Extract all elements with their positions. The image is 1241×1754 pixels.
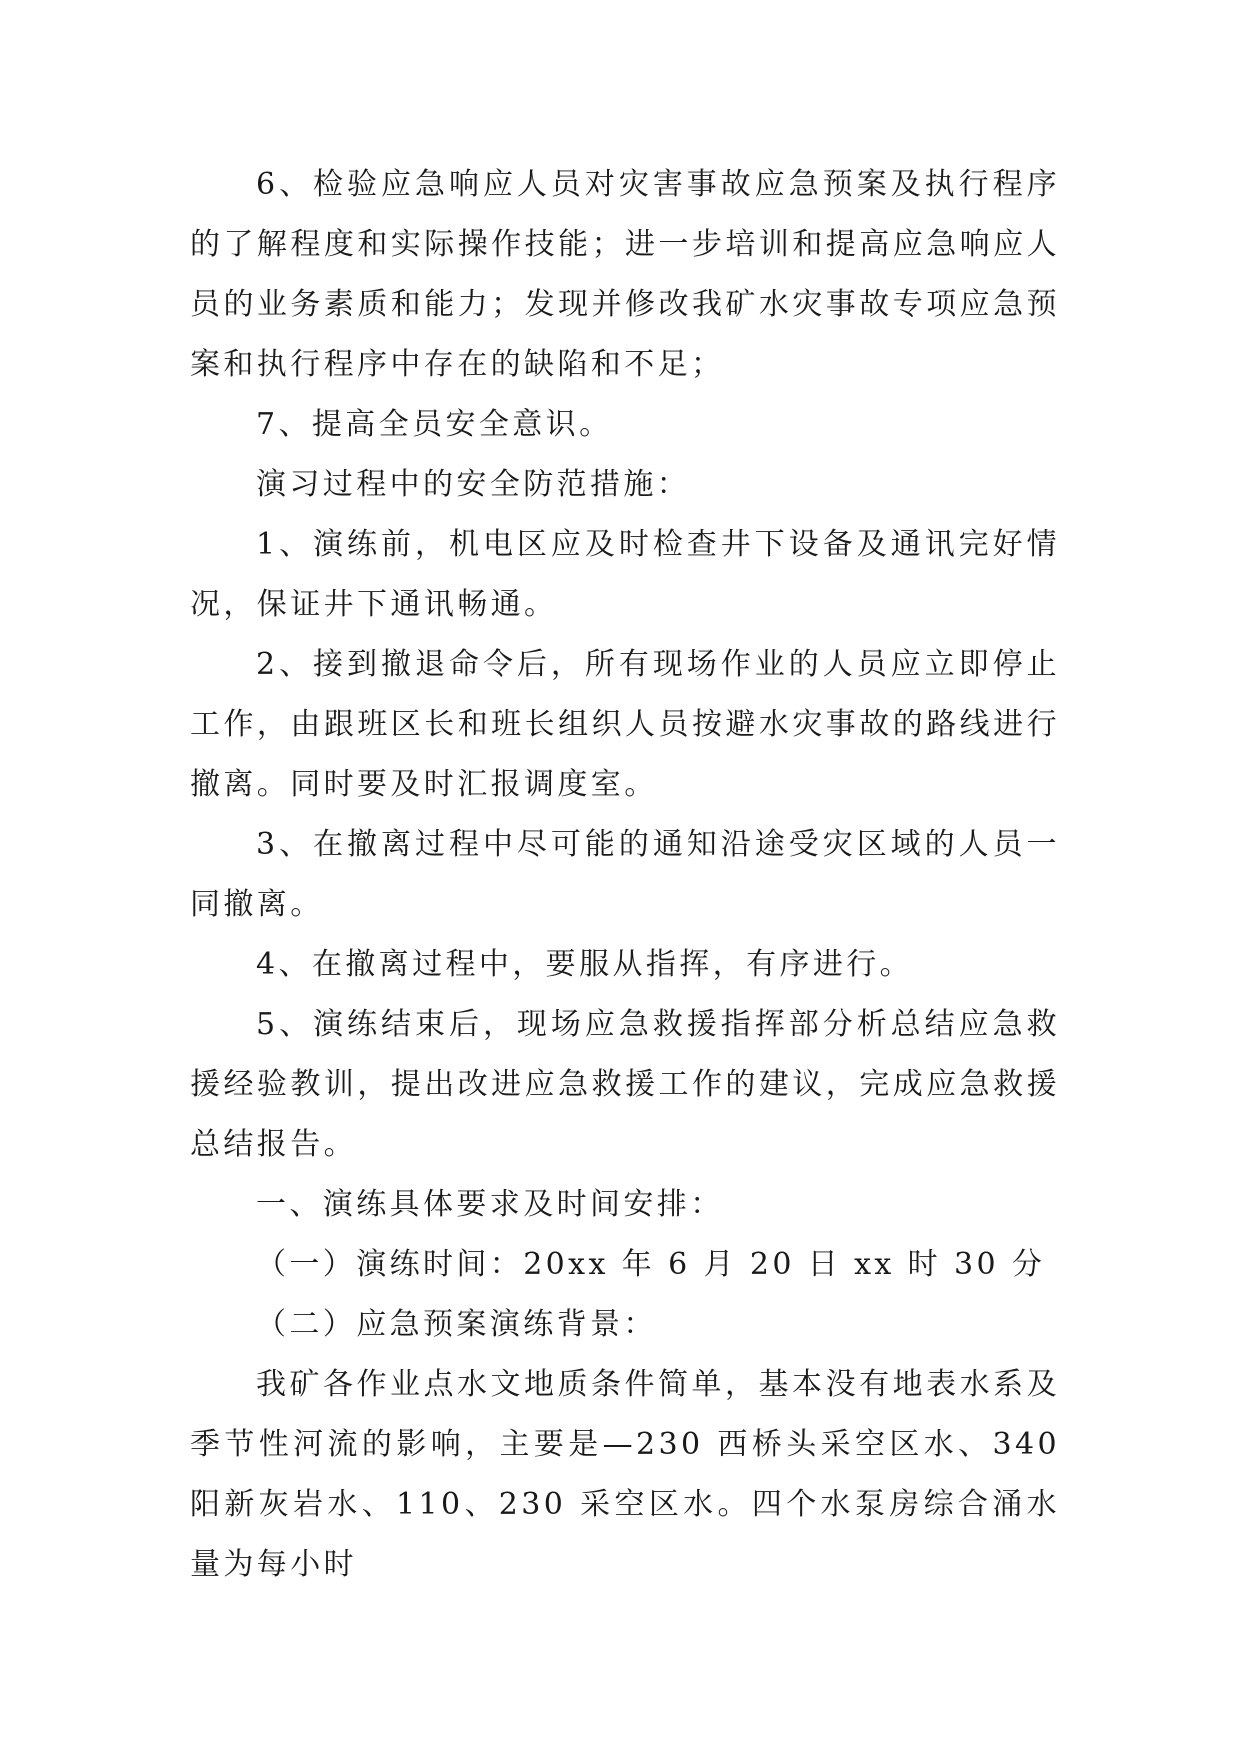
drill-background-text: 我矿各作业点水文地质条件简单，基本没有地表水系及季节性河流的影响，主要是—230 西桥头采空区水、340 阳新灰岩水、110、230 采空区水。四个水泵房综合涌水量为每小时: [190, 1367, 1060, 1582]
safety-measure-3: 3、在撤离过程中尽可能的通知沿途受灾区域的人员一同撤离。: [190, 827, 1060, 922]
section-heading-requirements: 一、演练具体要求及时间安排：: [256, 1187, 724, 1222]
safety-measure-1: 1、演练前，机电区应及时检查井下设备及通讯完好情况，保证井下通讯畅通。: [190, 527, 1060, 622]
drill-background-heading: （二）应急预案演练背景：: [256, 1307, 657, 1342]
paragraph-item-6: 6、检验应急响应人员对灾害事故应急预案及执行程序的了解程度和实际操作技能；进一步培训和提高应急响应人员的业务素质和能力；发现并修改我矿水灾事故专项应急预案和执行程序中存在的缺陷和不足；: [190, 167, 1060, 382]
safety-measures-heading: 演习过程中的安全防范措施：: [256, 467, 691, 502]
drill-time: （一）演练时间：20xx 年 6 月 20 日 xx 时 30 分: [256, 1247, 1046, 1282]
document-body: [190, 155, 1060, 1595]
paragraph-item-7: 7、提高全员安全意识。: [256, 407, 613, 442]
safety-measure-2: 2、接到撤退命令后，所有现场作业的人员应立即停止工作，由跟班区长和班长组织人员按避水灾事故的路线进行撤离。同时要及时汇报调度室。: [190, 647, 1060, 802]
safety-measure-5: 5、演练结束后，现场应急救援指挥部分析总结应急救援经验教训，提出改进应急救援工作的建议，完成应急救援总结报告。: [190, 1007, 1060, 1162]
safety-measure-4: 4、在撤离过程中，要服从指挥，有序进行。: [256, 947, 914, 982]
